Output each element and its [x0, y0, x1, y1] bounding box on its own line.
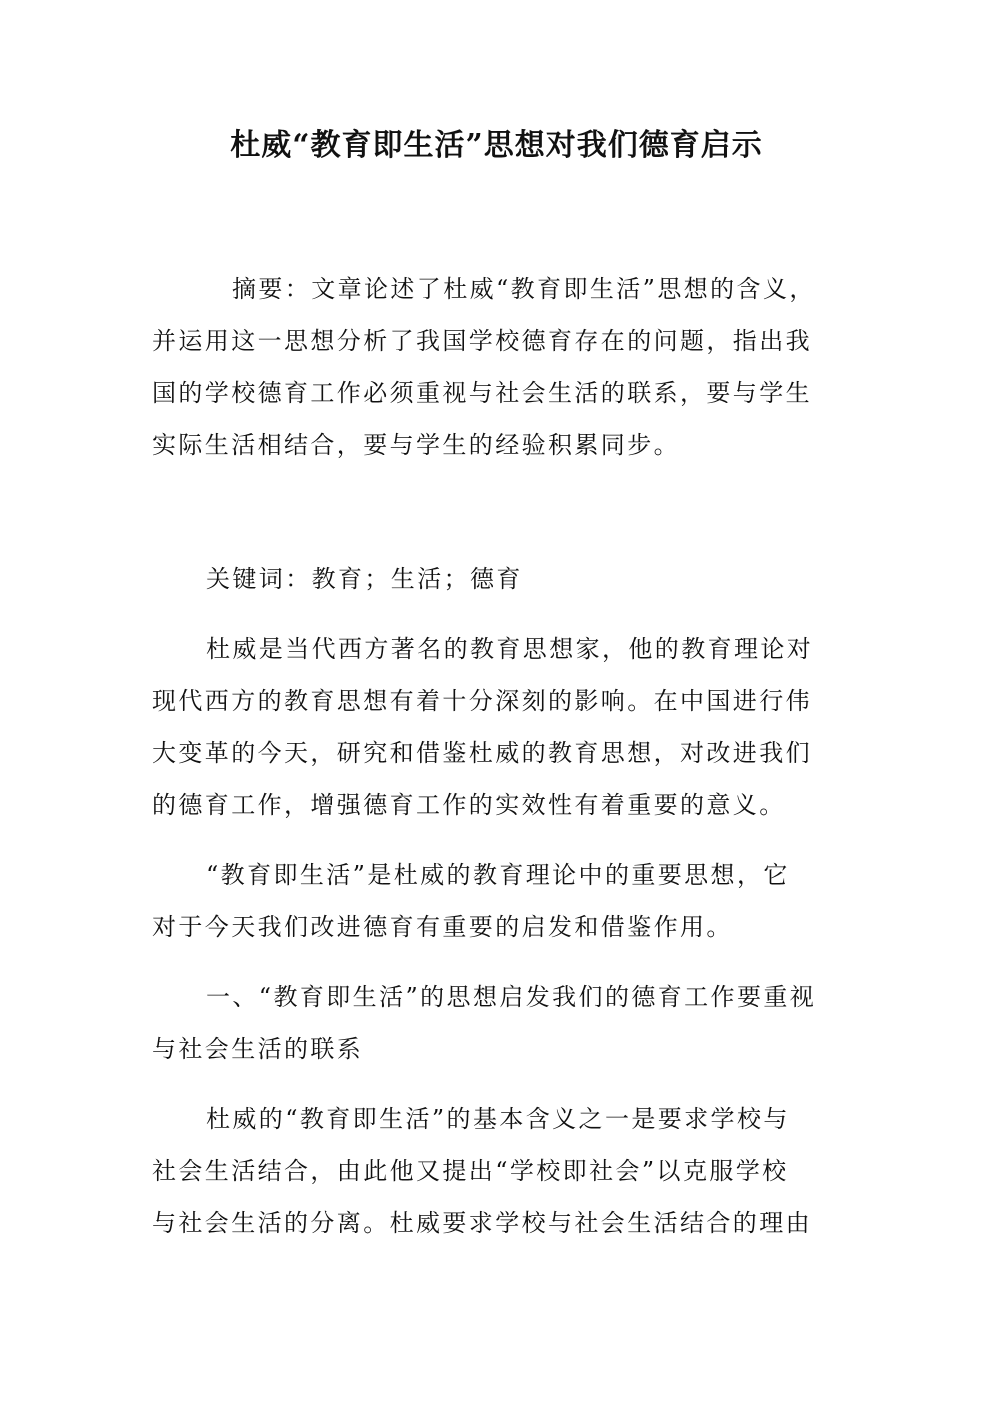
paragraph-line: 的德育工作，增强德育工作的实效性有着重要的意义。	[152, 791, 786, 819]
document-title: 杜威“教育即生活”思想对我们德育启示	[230, 128, 763, 163]
paragraph-line: 与社会生活的分离。杜威要求学校与社会生活结合的理由	[152, 1209, 812, 1237]
paragraph-line: 杜威是当代西方著名的教育思想家，他的教育理论对	[206, 635, 814, 663]
keywords: 关键词：教育；生活；德育	[206, 565, 523, 593]
heading-line: 一、“教育即生活”的思想启发我们的德育工作要重视	[206, 983, 817, 1011]
paragraph-line: “教育即生活”是杜威的教育理论中的重要思想，它	[206, 861, 790, 889]
paragraph-line: 对于今天我们改进德育有重要的启发和借鉴作用。	[152, 913, 733, 941]
abstract-line: 实际生活相结合，要与学生的经验积累同步。	[152, 431, 680, 459]
paragraph-line: 杜威的“教育即生活”的基本含义之一是要求学校与	[206, 1105, 790, 1133]
paragraph-line: 大变革的今天，研究和借鉴杜威的教育思想，对改进我们	[152, 739, 812, 767]
paragraph-line: 社会生活结合，由此他又提出“学校即社会”以克服学校	[152, 1157, 789, 1185]
heading-line: 与社会生活的联系	[152, 1035, 364, 1063]
abstract-line: 并运用这一思想分析了我国学校德育存在的问题，指出我	[152, 327, 812, 355]
paragraph-line: 现代西方的教育思想有着十分深刻的影响。在中国进行伟	[152, 687, 812, 715]
abstract-line: 摘要：文章论述了杜威“教育即生活”思想的含义，	[232, 275, 816, 303]
abstract-line: 国的学校德育工作必须重视与社会生活的联系，要与学生	[152, 379, 812, 407]
